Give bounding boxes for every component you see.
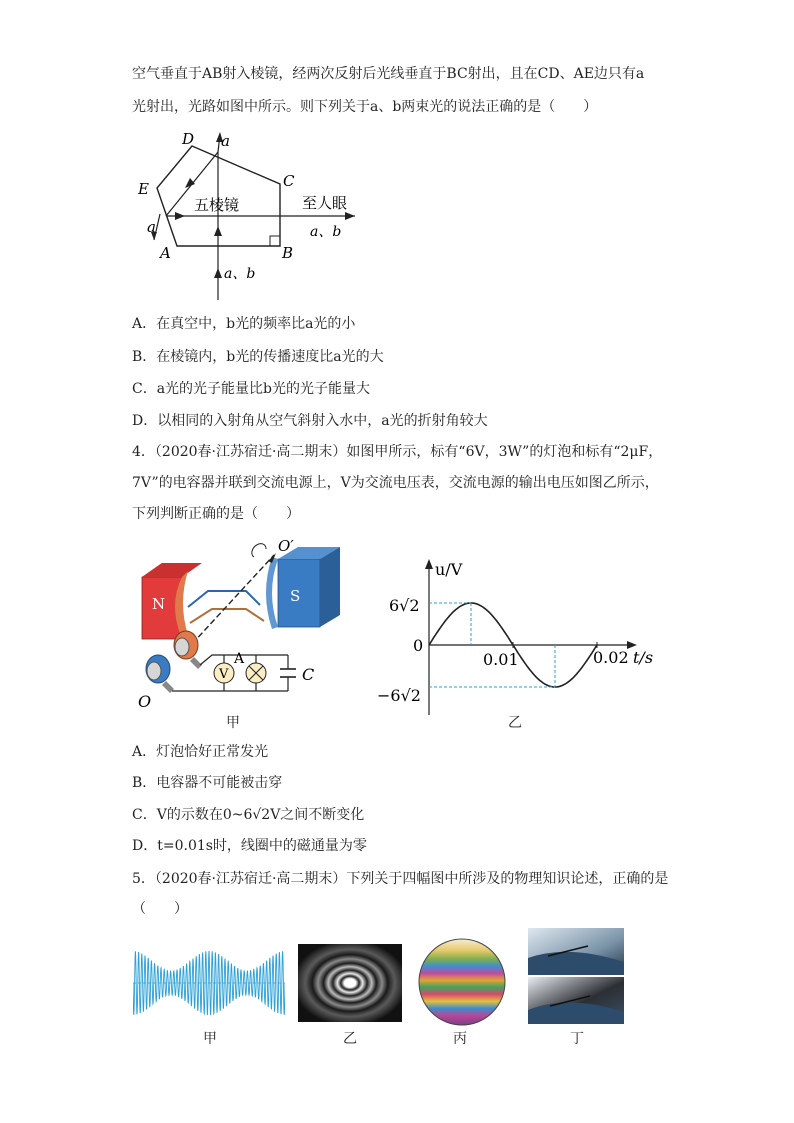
y-axis-label: u/V — [435, 560, 463, 579]
q3-option-b: B．在棱镜内，b光的传播速度比a光的大 — [132, 349, 384, 365]
caption-jia-5: 甲 — [203, 1031, 217, 1047]
q5-stem-line2: （ ） — [132, 901, 188, 917]
q4-stem-line3: 下列判断正确的是（ ） — [132, 506, 300, 522]
q3-option-d: D．以相同的入射角从空气斜射入水中，a光的折射角较大 — [132, 413, 488, 429]
q3-option-a: A．在真空中，b光的频率比a光的小 — [132, 316, 356, 332]
label-out: a、b — [310, 224, 342, 240]
label-C: C — [283, 172, 295, 190]
caption-ding: 丁 — [570, 1031, 584, 1047]
label-o: O — [138, 692, 152, 711]
label-in: a、b — [224, 266, 256, 282]
label-prism: 五棱镜 — [194, 196, 240, 214]
label-a-top: a — [221, 132, 230, 150]
x-tick-002: 0.02 — [593, 648, 629, 667]
label-E: E — [138, 180, 149, 198]
x-axis-label: t/s — [633, 648, 654, 667]
label-A: A — [160, 244, 171, 262]
label-a-left: a — [147, 218, 156, 236]
q4-option-b: B．电容器不可能被击穿 — [132, 775, 283, 791]
x-tick-001: 0.01 — [483, 650, 519, 669]
prism-figure — [130, 128, 370, 303]
q4-stem-line2: 7V”的电容器并联到交流电源上，V为交流电压表，交流电源的输出电压如图乙所示， — [132, 475, 659, 491]
q3-stem-line2: 光射出，光路如图中所示。则下列关于a、b两束光的说法正确的是（ ） — [132, 99, 598, 115]
caption-bing: 丙 — [453, 1031, 467, 1047]
y-tick-positive: 6√2 — [389, 596, 420, 615]
windshield-image — [528, 928, 624, 1024]
label-D: D — [182, 130, 195, 148]
beat-wave-image — [133, 945, 285, 1020]
q3-stem-line1: 空气垂直于AB射入棱镜，经两次反射后光线垂直于BC射出，且在CD、AE边只有a — [132, 66, 645, 82]
diffraction-rings-image — [298, 944, 402, 1022]
caption-yi: 乙 — [508, 715, 522, 731]
q3-option-c: C．a光的光子能量比b光的光子能量大 — [132, 381, 371, 397]
q4-option-a: A．灯泡恰好正常发光 — [132, 744, 269, 760]
label-B: B — [282, 244, 294, 262]
caption-jia: 甲 — [226, 715, 240, 731]
label-n: N — [152, 595, 166, 613]
label-o-prime: O′ — [278, 537, 294, 555]
voltage-chart — [365, 555, 665, 735]
q4-stem-line1: 4．（2020春·江苏宿迁·高二期末）如图甲所示，标有“6V，3W”的灯泡和标有“2μF， — [132, 444, 663, 460]
caption-yi-5: 乙 — [343, 1031, 357, 1047]
generator-figure — [128, 535, 343, 735]
thin-film-image — [418, 938, 506, 1026]
label-v: V — [219, 667, 229, 682]
label-s: S — [290, 587, 301, 605]
label-c: C — [302, 665, 315, 684]
label-eye: 至人眼 — [302, 194, 348, 212]
q5-stem-line1: 5．（2020春·江苏宿迁·高二期末）下列关于四幅图中所涉及的物理知识论述，正确的是 — [132, 871, 669, 887]
origin-label: 0 — [413, 636, 424, 655]
q4-option-c: C．V的示数在0~6√2V之间不断变化 — [132, 807, 365, 823]
label-a: A — [234, 651, 245, 667]
q4-option-d: D．t=0.01s时，线圈中的磁通量为零 — [132, 838, 367, 854]
y-tick-negative: −6√2 — [377, 686, 421, 705]
